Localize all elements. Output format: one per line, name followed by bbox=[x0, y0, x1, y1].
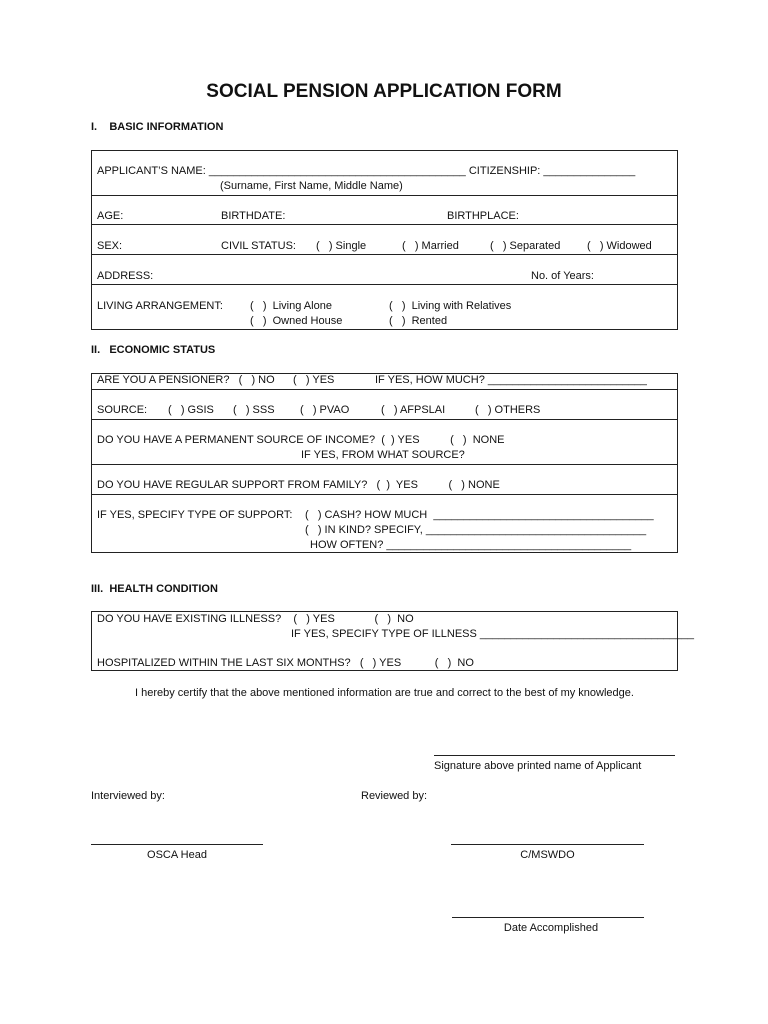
divider bbox=[91, 284, 678, 285]
support-cash-field[interactable]: ( ) CASH? HOW MUCH ____________________________________ bbox=[305, 509, 654, 521]
source-gsis-checkbox[interactable]: ( ) GSIS bbox=[168, 404, 214, 416]
divider bbox=[91, 389, 678, 390]
mswdo-label: C/MSWDO bbox=[520, 849, 575, 861]
divider bbox=[91, 254, 678, 255]
divider bbox=[91, 224, 678, 225]
support-in-kind-field[interactable]: ( ) IN KIND? SPECIFY, ____________________________________ bbox=[305, 524, 647, 536]
divider bbox=[91, 419, 678, 420]
form-title: SOCIAL PENSION APPLICATION FORM bbox=[206, 81, 562, 102]
birthdate-field[interactable]: BIRTHDATE: bbox=[221, 210, 286, 222]
certification-statement: I hereby certify that the above mentioned information are true and correct to the best of my knowledge. bbox=[135, 687, 634, 699]
civil-status-separated-checkbox[interactable]: ( ) Separated bbox=[490, 240, 561, 252]
family-support-question[interactable]: DO YOU HAVE REGULAR SUPPORT FROM FAMILY? ( ) YES ( ) NONE bbox=[97, 479, 500, 491]
sex-field[interactable]: SEX: bbox=[97, 240, 123, 252]
hospitalized-question[interactable]: HOSPITALIZED WITHIN THE LAST SIX MONTHS? ( ) YES ( ) NO bbox=[97, 657, 474, 669]
applicant-signature-label: Signature above printed name of Applicant bbox=[434, 760, 642, 772]
section-basic-information: I. BASIC INFORMATION bbox=[91, 121, 224, 133]
source-pvao-checkbox[interactable]: ( ) PVAO bbox=[300, 404, 350, 416]
name-format-hint: (Surname, First Name, Middle Name) bbox=[220, 180, 403, 192]
support-type-label: IF YES, SPECIFY TYPE OF SUPPORT: bbox=[97, 509, 293, 521]
living-arrangement-label: LIVING ARRANGEMENT: bbox=[97, 300, 223, 312]
age-field[interactable]: AGE: bbox=[97, 210, 124, 222]
income-source-field[interactable]: IF YES, FROM WHAT SOURCE? bbox=[301, 449, 465, 461]
divider bbox=[91, 464, 678, 465]
living-alone-checkbox[interactable]: ( ) Living Alone bbox=[250, 300, 332, 312]
source-others-checkbox[interactable]: ( ) OTHERS bbox=[475, 404, 541, 416]
divider bbox=[91, 494, 678, 495]
divider bbox=[91, 195, 678, 196]
civil-status-label: CIVIL STATUS: bbox=[221, 240, 296, 252]
civil-status-widowed-checkbox[interactable]: ( ) Widowed bbox=[587, 240, 652, 252]
illness-type-field[interactable]: IF YES, SPECIFY TYPE OF ILLNESS ___________________________________ bbox=[291, 628, 695, 640]
civil-status-married-checkbox[interactable]: ( ) Married bbox=[402, 240, 459, 252]
birthplace-field[interactable]: BIRTHPLACE: bbox=[447, 210, 519, 222]
source-label: SOURCE: bbox=[97, 404, 148, 416]
source-afpslai-checkbox[interactable]: ( ) AFPSLAI bbox=[381, 404, 446, 416]
existing-illness-question[interactable]: DO YOU HAVE EXISTING ILLNESS? ( ) YES ( ) NO bbox=[97, 613, 414, 625]
support-frequency-field[interactable]: HOW OFTEN? ________________________________________ bbox=[310, 539, 632, 551]
living-with-relatives-checkbox[interactable]: ( ) Living with Relatives bbox=[389, 300, 512, 312]
years-field[interactable]: No. of Years: bbox=[531, 270, 594, 282]
date-accomplished-line[interactable] bbox=[452, 917, 644, 918]
section-economic-status: II. ECONOMIC STATUS bbox=[91, 344, 216, 356]
owned-house-checkbox[interactable]: ( ) Owned House bbox=[250, 315, 343, 327]
osca-head-signature-line[interactable] bbox=[91, 844, 263, 845]
permanent-income-question[interactable]: DO YOU HAVE A PERMANENT SOURCE OF INCOME? ( ) YES ( ) NONE bbox=[97, 434, 505, 446]
applicant-signature-line[interactable] bbox=[434, 755, 675, 756]
osca-head-label: OSCA Head bbox=[147, 849, 207, 861]
pension-amount-field[interactable]: IF YES, HOW MUCH? __________________________ bbox=[375, 374, 647, 386]
section-health-condition: III. HEALTH CONDITION bbox=[91, 583, 218, 595]
interviewed-by-label: Interviewed by: bbox=[91, 790, 165, 802]
address-field[interactable]: ADDRESS: bbox=[97, 270, 154, 282]
mswdo-signature-line[interactable] bbox=[451, 844, 644, 845]
reviewed-by-label: Reviewed by: bbox=[361, 790, 428, 802]
civil-status-single-checkbox[interactable]: ( ) Single bbox=[316, 240, 367, 252]
applicant-name-field[interactable]: APPLICANT’S NAME: __________________________________________ CITIZENSHIP: _______________ bbox=[97, 165, 636, 177]
date-accomplished-label: Date Accomplished bbox=[503, 922, 599, 934]
source-sss-checkbox[interactable]: ( ) SSS bbox=[233, 404, 275, 416]
rented-checkbox[interactable]: ( ) Rented bbox=[389, 315, 448, 327]
pensioner-question[interactable]: ARE YOU A PENSIONER? ( ) NO ( ) YES bbox=[97, 374, 335, 386]
